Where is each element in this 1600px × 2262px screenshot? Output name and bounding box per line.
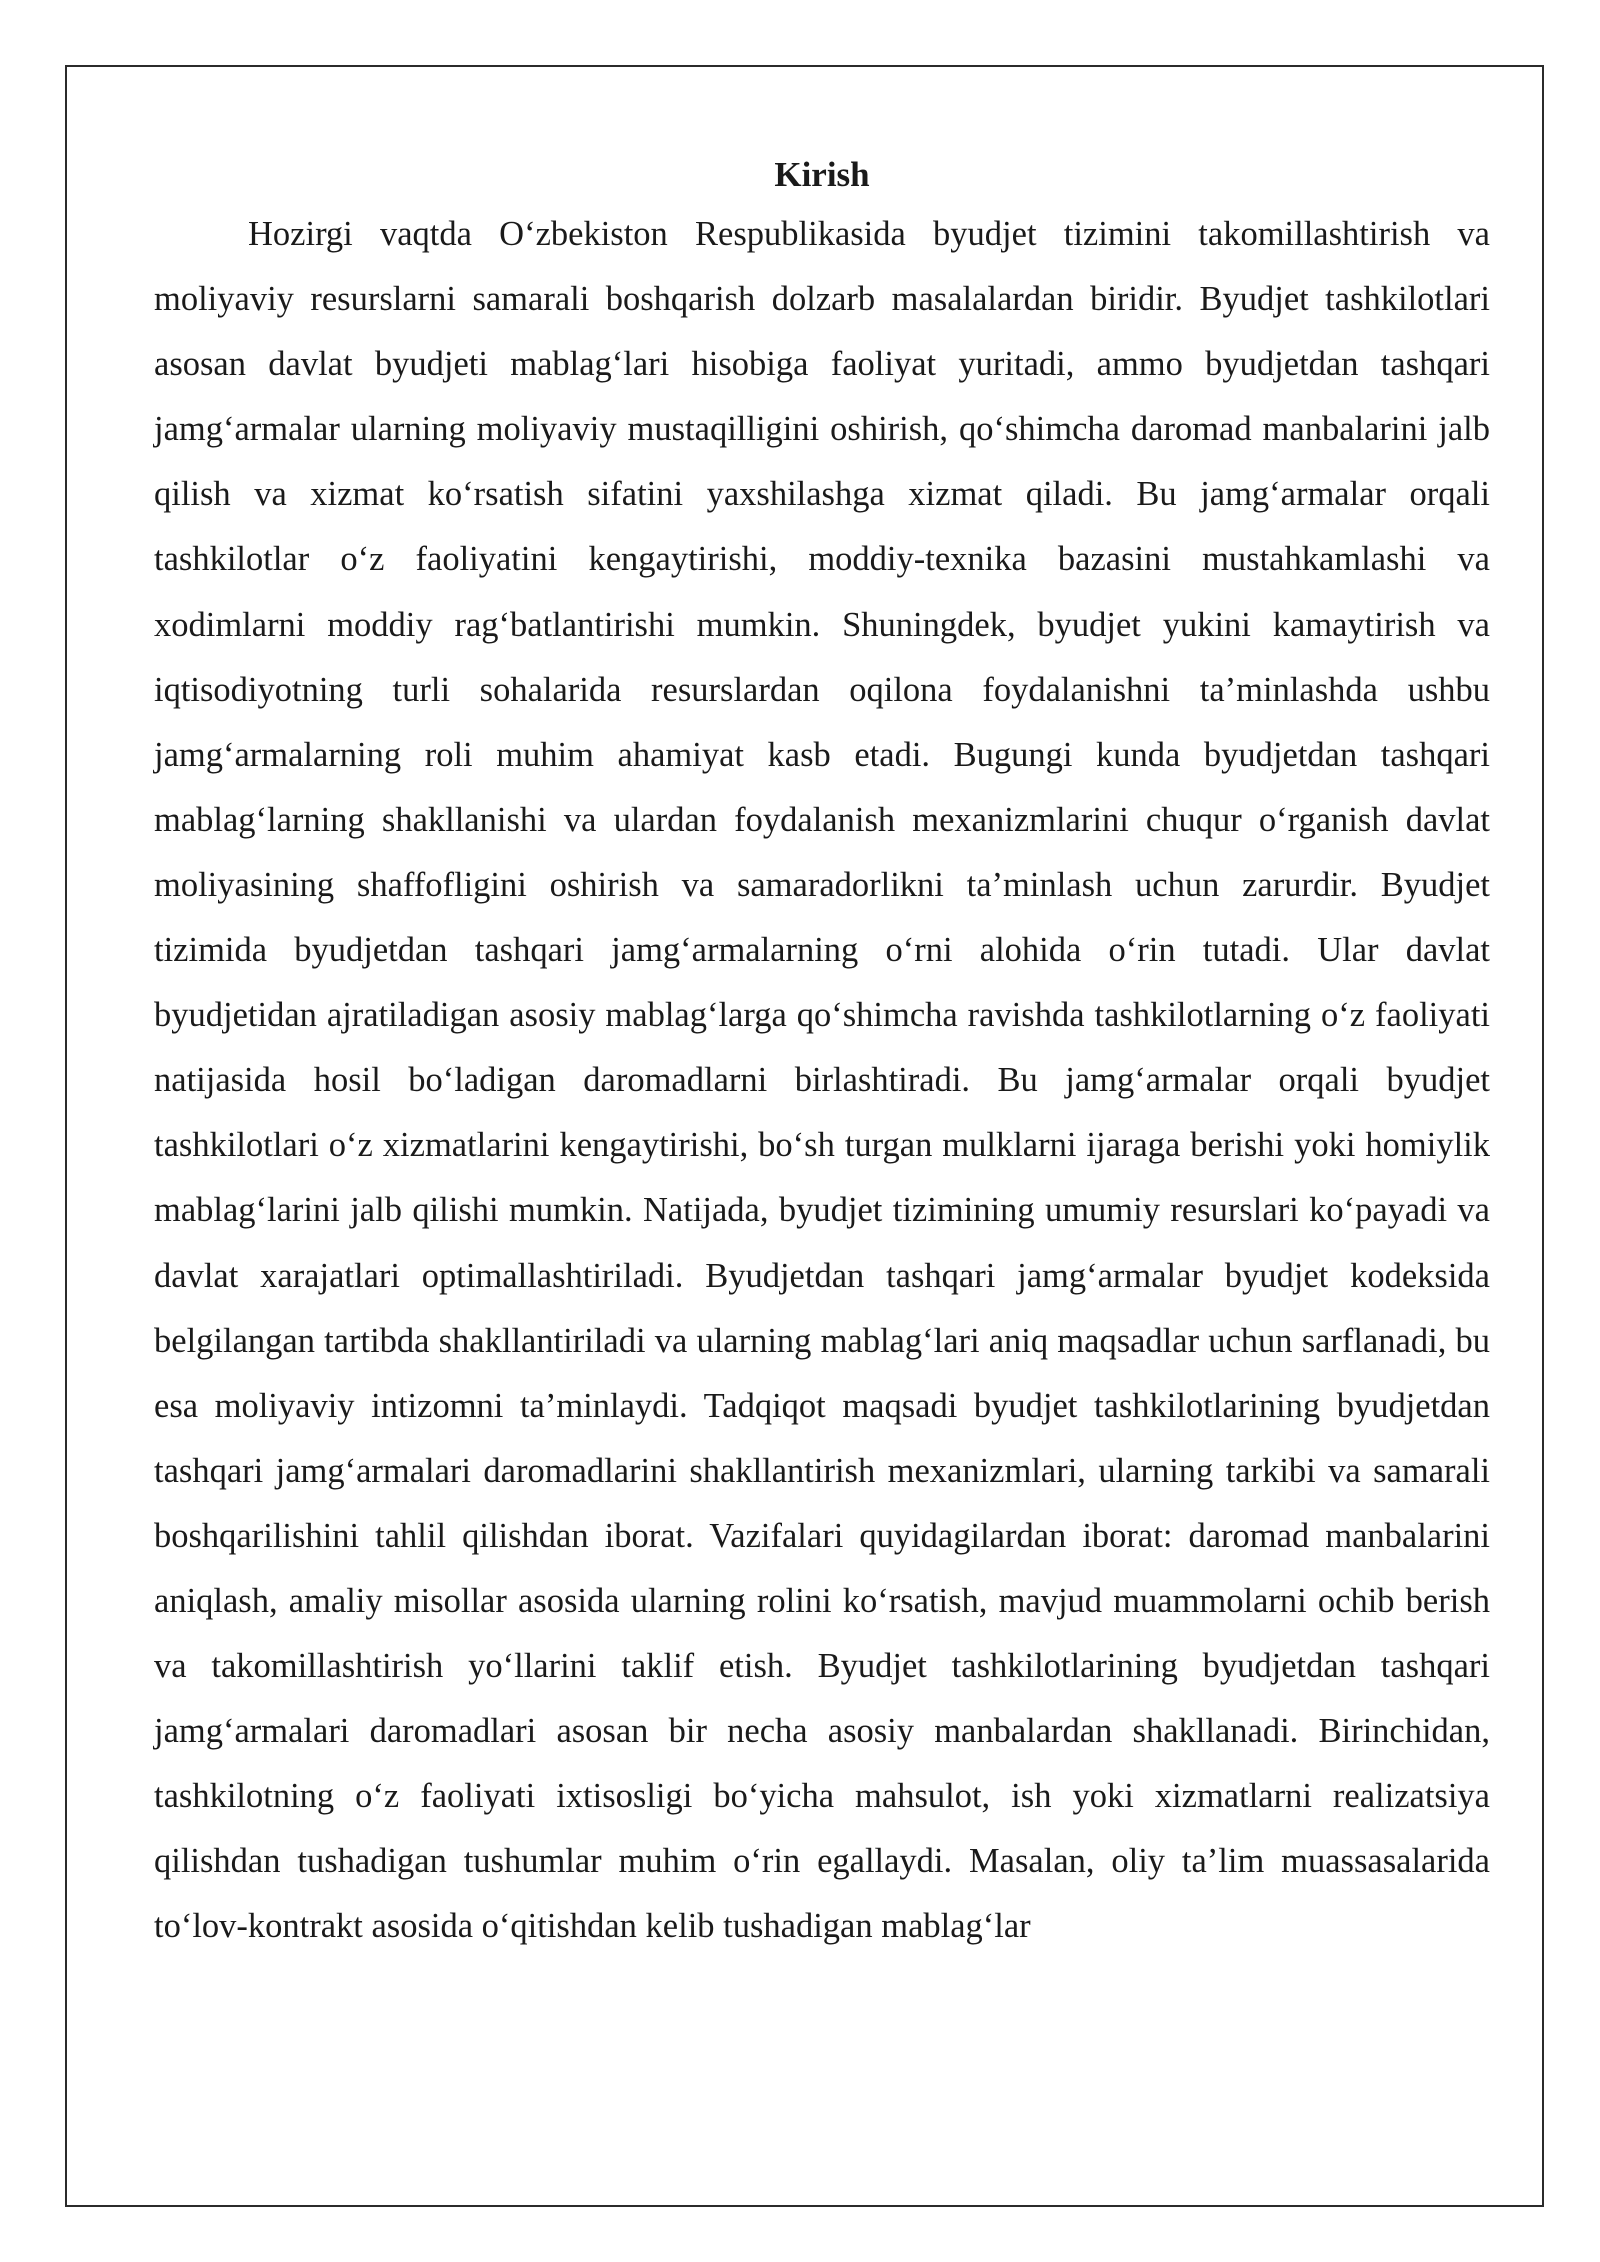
document-title: Kirish [774,155,870,194]
document-body [154,148,1490,1960]
intro-paragraph: Hozirgi vaqtda O‘zbekiston Respublikasida byudjet tizimini takomillashtirish va moliyaviy resurslarni samarali boshqarish dolzarb masalalardan biridir. Byudjet tashkilotlari asosan davlat byudjeti mablag‘lari hisobiga faoliyat yuritadi, ammo byudjetdan tashqari jamg‘armalar ularning moliyaviy mustaqilligini oshirish, qo‘shimcha daromad manbalarini jalb qilish va xizmat ko‘rsatish sifatini yaxshilashga xizmat qiladi. Bu jamg‘armalar orqali tashkilotlar o‘z faoliyatini kengaytirishi, moddiy-texnika bazasini mustahkamlashi va xodimlarni moddiy rag‘batlantirishi mumkin. Shuningdek, byudjet yukini kamaytirish va iqtisodiyotning turli sohalarida resurslardan oqilona foydalanishni ta’minlashda ushbu jamg‘armalarning roli muhim ahamiyat kasb etadi. Bugungi kunda byudjetdan tashqari mablag‘larning shakllanishi va ulardan foydalanish mexanizmlarini chuqur o‘rganish davlat moliyasining shaffofligini oshirish va samaradorlikni ta’minlash uchun zarurdir. Byudjet tizimida byudjetdan tashqari jamg‘armalarning o‘rni alohida o‘rin tutadi. Ular davlat byudjetidan ajratiladigan asosiy mablag‘larga qo‘shimcha ravishda tashkilotlarning o‘z faoliyati natijasida hosil bo‘ladigan daromadlarni birlashtiradi. Bu jamg‘armalar orqali byudjet tashkilotlari o‘z xizmatlarini kengaytirishi, bo‘sh turgan mulklarni ijaraga berishi yoki homiylik mablag‘larini jalb qilishi mumkin. Natijada, byudjet tizimining umumiy resurslari ko‘payadi va davlat xarajatlari optimallashtiriladi. Byudjetdan tashqari jamg‘armalar byudjet kodeksida belgilangan tartibda shakllantiriladi va ularning mablag‘lari aniq maqsadlar uchun sarflanadi, bu esa moliyaviy intizomni ta’minlaydi. Tadqiqot maqsadi byudjet tashkilotlarining byudjetdan tashqari jamg‘armalari daromadlarini shakllantirish mexanizmlari, ularning tarkibi va samarali boshqarilishini tahlil qilishdan iborat. Vazifalari quyidagilardan iborat: daromad manbalarini aniqlash, amaliy misollar asosida ularning rolini ko‘rsatish, mavjud muammolarni ochib berish va takomillashtirish yo‘llarini taklif etish. Byudjet tashkilotlarining byudjetdan tashqari jamg‘armalari daromadlari asosan bir necha asosiy manbalardan shakllanadi. Birinchidan, tashkilotning o‘z faoliyati ixtisosligi bo‘yicha mahsulot, ish yoki xizmatlarni realizatsiya qilishdan tushadigan tushumlar muhim o‘rin egallaydi. Masalan, oliy ta’lim muassasalarida to‘lov-kontrakt asosida o‘qitishdan kelib tushadigan mablag‘lar [154,215,1490,1946]
